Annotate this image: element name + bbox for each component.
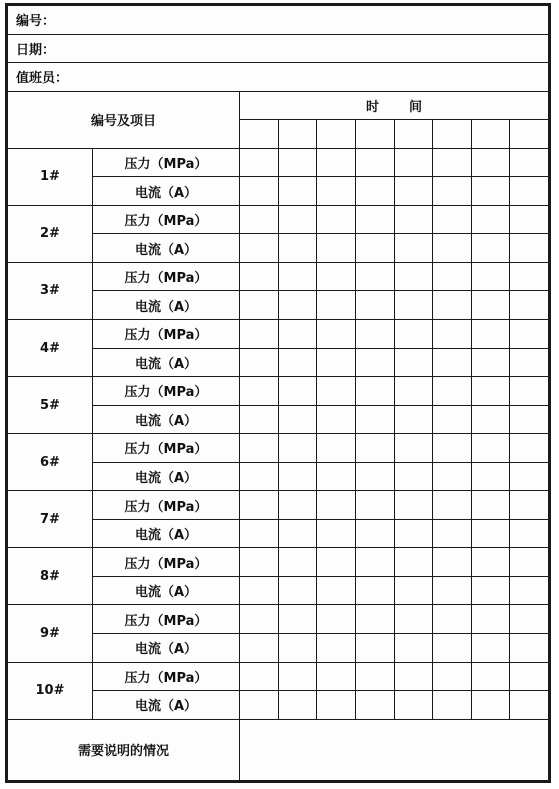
field-number-label: 编号： <box>16 14 56 30</box>
pressure-entry-cell[interactable] <box>394 262 433 291</box>
pressure-entry-cell[interactable] <box>394 148 433 177</box>
pressure-entry-cell[interactable] <box>355 662 394 691</box>
pressure-entry-cell[interactable] <box>240 605 279 634</box>
pressure-entry-cell[interactable] <box>355 205 394 234</box>
current-entry-cell[interactable] <box>394 634 433 663</box>
pressure-entry-cell[interactable] <box>240 434 279 463</box>
pressure-entry-cell[interactable] <box>394 548 433 577</box>
current-entry-cell[interactable] <box>433 576 472 605</box>
pressure-entry-cell[interactable] <box>317 662 356 691</box>
current-entry-cell[interactable] <box>433 691 472 720</box>
field-date-label: 日期： <box>16 42 56 58</box>
pressure-label: 压力（MPa） <box>93 434 240 463</box>
field-row-operator <box>8 63 549 92</box>
unit-pressure-row <box>8 434 549 463</box>
current-entry-cell[interactable] <box>394 576 433 605</box>
current-label: 电流（A） <box>93 519 240 548</box>
current-entry-cell[interactable] <box>471 634 510 663</box>
current-entry-cell[interactable] <box>394 691 433 720</box>
unit-number: 3# <box>8 262 93 319</box>
pressure-entry-cell[interactable] <box>471 205 510 234</box>
current-entry-cell[interactable] <box>278 576 317 605</box>
current-entry-cell[interactable] <box>433 519 472 548</box>
pressure-entry-cell[interactable] <box>471 491 510 520</box>
current-entry-cell[interactable] <box>240 691 279 720</box>
current-entry-cell[interactable] <box>510 519 549 548</box>
unit-number: 2# <box>8 205 93 262</box>
current-entry-cell[interactable] <box>240 177 279 206</box>
time-header-char-2: 间 <box>409 99 423 115</box>
field-number[interactable] <box>8 6 549 35</box>
current-entry-cell[interactable] <box>433 405 472 434</box>
current-entry-cell[interactable] <box>240 462 279 491</box>
field-row-date <box>8 34 549 63</box>
pressure-entry-cell[interactable] <box>510 662 549 691</box>
current-entry-cell[interactable] <box>355 634 394 663</box>
current-entry-cell[interactable] <box>355 519 394 548</box>
notes-field[interactable] <box>240 719 549 780</box>
time-slot-header[interactable] <box>394 120 433 149</box>
pressure-entry-cell[interactable] <box>433 205 472 234</box>
time-slot-header[interactable] <box>433 120 472 149</box>
current-entry-cell[interactable] <box>355 691 394 720</box>
time-slot-header[interactable] <box>317 120 356 149</box>
notes-row <box>8 719 549 780</box>
current-entry-cell[interactable] <box>355 462 394 491</box>
unit-pressure-row <box>8 662 549 691</box>
current-entry-cell[interactable] <box>471 691 510 720</box>
current-entry-cell[interactable] <box>240 405 279 434</box>
pressure-entry-cell[interactable] <box>471 262 510 291</box>
current-entry-cell[interactable] <box>471 519 510 548</box>
pressure-entry-cell[interactable] <box>510 491 549 520</box>
current-entry-cell[interactable] <box>278 462 317 491</box>
unit-pressure-row <box>8 320 549 349</box>
unit-number: 9# <box>8 605 93 662</box>
current-entry-cell[interactable] <box>394 177 433 206</box>
pressure-entry-cell[interactable] <box>355 605 394 634</box>
pressure-entry-cell[interactable] <box>278 491 317 520</box>
pressure-entry-cell[interactable] <box>278 148 317 177</box>
current-entry-cell[interactable] <box>471 576 510 605</box>
current-entry-cell[interactable] <box>394 405 433 434</box>
pressure-label: 压力（MPa） <box>93 605 240 634</box>
current-entry-cell[interactable] <box>471 405 510 434</box>
current-label: 电流（A） <box>93 291 240 320</box>
pressure-entry-cell[interactable] <box>471 377 510 406</box>
current-entry-cell[interactable] <box>317 348 356 377</box>
current-entry-cell[interactable] <box>317 576 356 605</box>
current-entry-cell[interactable] <box>278 348 317 377</box>
unit-number: 7# <box>8 491 93 548</box>
current-entry-cell[interactable] <box>355 576 394 605</box>
current-entry-cell[interactable] <box>394 348 433 377</box>
current-label: 电流（A） <box>93 634 240 663</box>
current-label: 电流（A） <box>93 462 240 491</box>
pressure-entry-cell[interactable] <box>433 262 472 291</box>
pressure-entry-cell[interactable] <box>510 548 549 577</box>
pressure-entry-cell[interactable] <box>240 262 279 291</box>
pressure-entry-cell[interactable] <box>433 434 472 463</box>
pressure-label: 压力（MPa） <box>93 205 240 234</box>
notes-label: 需要说明的情况 <box>8 719 240 780</box>
current-entry-cell[interactable] <box>433 291 472 320</box>
current-entry-cell[interactable] <box>240 291 279 320</box>
pressure-entry-cell[interactable] <box>510 434 549 463</box>
pressure-entry-cell[interactable] <box>240 491 279 520</box>
current-label: 电流（A） <box>93 576 240 605</box>
time-slot-header[interactable] <box>355 120 394 149</box>
current-entry-cell[interactable] <box>240 576 279 605</box>
time-header-char-1: 时 <box>365 99 379 115</box>
pressure-entry-cell[interactable] <box>394 491 433 520</box>
pressure-entry-cell[interactable] <box>317 377 356 406</box>
pressure-entry-cell[interactable] <box>240 377 279 406</box>
time-slot-header[interactable] <box>471 120 510 149</box>
pressure-entry-cell[interactable] <box>355 548 394 577</box>
pressure-entry-cell[interactable] <box>317 491 356 520</box>
pressure-entry-cell[interactable] <box>510 320 549 349</box>
current-entry-cell[interactable] <box>317 691 356 720</box>
pressure-entry-cell[interactable] <box>278 662 317 691</box>
pressure-entry-cell[interactable] <box>355 377 394 406</box>
pressure-entry-cell[interactable] <box>240 148 279 177</box>
unit-pressure-row <box>8 491 549 520</box>
current-entry-cell[interactable] <box>510 634 549 663</box>
current-entry-cell[interactable] <box>278 234 317 263</box>
pressure-entry-cell[interactable] <box>510 262 549 291</box>
pressure-entry-cell[interactable] <box>471 320 510 349</box>
pressure-entry-cell[interactable] <box>278 377 317 406</box>
pressure-entry-cell[interactable] <box>317 434 356 463</box>
current-entry-cell[interactable] <box>355 348 394 377</box>
pressure-entry-cell[interactable] <box>278 205 317 234</box>
pressure-entry-cell[interactable] <box>433 148 472 177</box>
pressure-entry-cell[interactable] <box>317 148 356 177</box>
field-row-number <box>8 6 549 35</box>
pressure-entry-cell[interactable] <box>433 320 472 349</box>
current-entry-cell[interactable] <box>240 234 279 263</box>
current-entry-cell[interactable] <box>355 291 394 320</box>
pressure-label: 压力（MPa） <box>93 377 240 406</box>
pressure-entry-cell[interactable] <box>317 320 356 349</box>
pressure-entry-cell[interactable] <box>240 205 279 234</box>
pressure-entry-cell[interactable] <box>317 605 356 634</box>
pressure-entry-cell[interactable] <box>471 605 510 634</box>
pressure-entry-cell[interactable] <box>394 320 433 349</box>
current-entry-cell[interactable] <box>240 634 279 663</box>
pressure-entry-cell[interactable] <box>471 548 510 577</box>
current-entry-cell[interactable] <box>317 177 356 206</box>
pressure-entry-cell[interactable] <box>394 205 433 234</box>
pressure-entry-cell[interactable] <box>317 262 356 291</box>
current-entry-cell[interactable] <box>278 177 317 206</box>
current-entry-cell[interactable] <box>510 691 549 720</box>
pressure-entry-cell[interactable] <box>510 148 549 177</box>
current-entry-cell[interactable] <box>240 348 279 377</box>
unit-number: 6# <box>8 434 93 491</box>
pressure-entry-cell[interactable] <box>240 662 279 691</box>
current-entry-cell[interactable] <box>278 691 317 720</box>
unit-pressure-row <box>8 205 549 234</box>
current-entry-cell[interactable] <box>433 634 472 663</box>
field-operator-label: 值班员： <box>16 71 69 87</box>
current-entry-cell[interactable] <box>471 234 510 263</box>
current-entry-cell[interactable] <box>510 291 549 320</box>
record-table <box>7 5 549 781</box>
pressure-entry-cell[interactable] <box>355 434 394 463</box>
pressure-entry-cell[interactable] <box>510 205 549 234</box>
pressure-entry-cell[interactable] <box>278 605 317 634</box>
unit-number: 1# <box>8 148 93 205</box>
pressure-entry-cell[interactable] <box>278 434 317 463</box>
current-entry-cell[interactable] <box>394 462 433 491</box>
current-entry-cell[interactable] <box>317 234 356 263</box>
unit-number: 5# <box>8 377 93 434</box>
unit-pressure-row <box>8 605 549 634</box>
current-entry-cell[interactable] <box>317 291 356 320</box>
unit-number: 4# <box>8 320 93 377</box>
time-slot-header[interactable] <box>510 120 549 149</box>
time-slot-header[interactable] <box>278 120 317 149</box>
current-entry-cell[interactable] <box>394 519 433 548</box>
pressure-entry-cell[interactable] <box>471 434 510 463</box>
unit-pressure-row <box>8 548 549 577</box>
pressure-entry-cell[interactable] <box>433 662 472 691</box>
pressure-entry-cell[interactable] <box>394 605 433 634</box>
pressure-entry-cell[interactable] <box>355 320 394 349</box>
current-entry-cell[interactable] <box>433 177 472 206</box>
pressure-entry-cell[interactable] <box>510 605 549 634</box>
current-entry-cell[interactable] <box>471 462 510 491</box>
pressure-entry-cell[interactable] <box>355 491 394 520</box>
current-label: 电流（A） <box>93 691 240 720</box>
current-entry-cell[interactable] <box>471 291 510 320</box>
current-entry-cell[interactable] <box>510 405 549 434</box>
current-entry-cell[interactable] <box>317 519 356 548</box>
pressure-entry-cell[interactable] <box>317 548 356 577</box>
pressure-label: 压力（MPa） <box>93 320 240 349</box>
current-entry-cell[interactable] <box>278 405 317 434</box>
pressure-label: 压力（MPa） <box>93 148 240 177</box>
pressure-entry-cell[interactable] <box>278 262 317 291</box>
unit-number: 8# <box>8 548 93 605</box>
current-entry-cell[interactable] <box>317 462 356 491</box>
pressure-entry-cell[interactable] <box>355 262 394 291</box>
pressure-label: 压力（MPa） <box>93 662 240 691</box>
pressure-entry-cell[interactable] <box>317 205 356 234</box>
items-header: 编号及项目 <box>8 91 240 148</box>
current-entry-cell[interactable] <box>278 291 317 320</box>
unit-pressure-row <box>8 262 549 291</box>
unit-pressure-row <box>8 148 549 177</box>
pressure-label: 压力（MPa） <box>93 548 240 577</box>
pressure-entry-cell[interactable] <box>278 548 317 577</box>
pressure-label: 压力（MPa） <box>93 491 240 520</box>
current-entry-cell[interactable] <box>510 348 549 377</box>
pressure-entry-cell[interactable] <box>355 148 394 177</box>
pressure-entry-cell[interactable] <box>433 377 472 406</box>
pressure-entry-cell[interactable] <box>394 434 433 463</box>
current-entry-cell[interactable] <box>394 291 433 320</box>
time-header <box>240 91 549 120</box>
current-entry-cell[interactable] <box>433 348 472 377</box>
time-slot-header[interactable] <box>240 120 279 149</box>
current-label: 电流（A） <box>93 177 240 206</box>
current-label: 电流（A） <box>93 234 240 263</box>
current-entry-cell[interactable] <box>355 234 394 263</box>
field-operator[interactable] <box>8 63 549 92</box>
unit-number: 10# <box>8 662 93 719</box>
current-entry-cell[interactable] <box>355 405 394 434</box>
pressure-entry-cell[interactable] <box>433 491 472 520</box>
current-entry-cell[interactable] <box>433 234 472 263</box>
current-entry-cell[interactable] <box>317 405 356 434</box>
pressure-entry-cell[interactable] <box>471 148 510 177</box>
current-entry-cell[interactable] <box>278 634 317 663</box>
pressure-entry-cell[interactable] <box>433 605 472 634</box>
pressure-label: 压力（MPa） <box>93 262 240 291</box>
pressure-entry-cell[interactable] <box>394 377 433 406</box>
current-entry-cell[interactable] <box>471 348 510 377</box>
current-label: 电流（A） <box>93 348 240 377</box>
unit-pressure-row <box>8 377 549 406</box>
current-entry-cell[interactable] <box>317 634 356 663</box>
pressure-entry-cell[interactable] <box>471 662 510 691</box>
current-entry-cell[interactable] <box>433 462 472 491</box>
current-entry-cell[interactable] <box>471 177 510 206</box>
current-entry-cell[interactable] <box>240 519 279 548</box>
pressure-entry-cell[interactable] <box>433 548 472 577</box>
field-date[interactable] <box>8 34 549 63</box>
column-header-row <box>8 91 549 120</box>
pressure-entry-cell[interactable] <box>240 320 279 349</box>
pressure-entry-cell[interactable] <box>240 548 279 577</box>
pressure-entry-cell[interactable] <box>510 377 549 406</box>
current-entry-cell[interactable] <box>510 234 549 263</box>
current-entry-cell[interactable] <box>510 462 549 491</box>
pressure-entry-cell[interactable] <box>394 662 433 691</box>
current-label: 电流（A） <box>93 405 240 434</box>
current-entry-cell[interactable] <box>394 234 433 263</box>
current-entry-cell[interactable] <box>355 177 394 206</box>
current-entry-cell[interactable] <box>510 177 549 206</box>
pressure-entry-cell[interactable] <box>278 320 317 349</box>
current-entry-cell[interactable] <box>510 576 549 605</box>
current-entry-cell[interactable] <box>278 519 317 548</box>
duty-record-form <box>5 3 551 783</box>
